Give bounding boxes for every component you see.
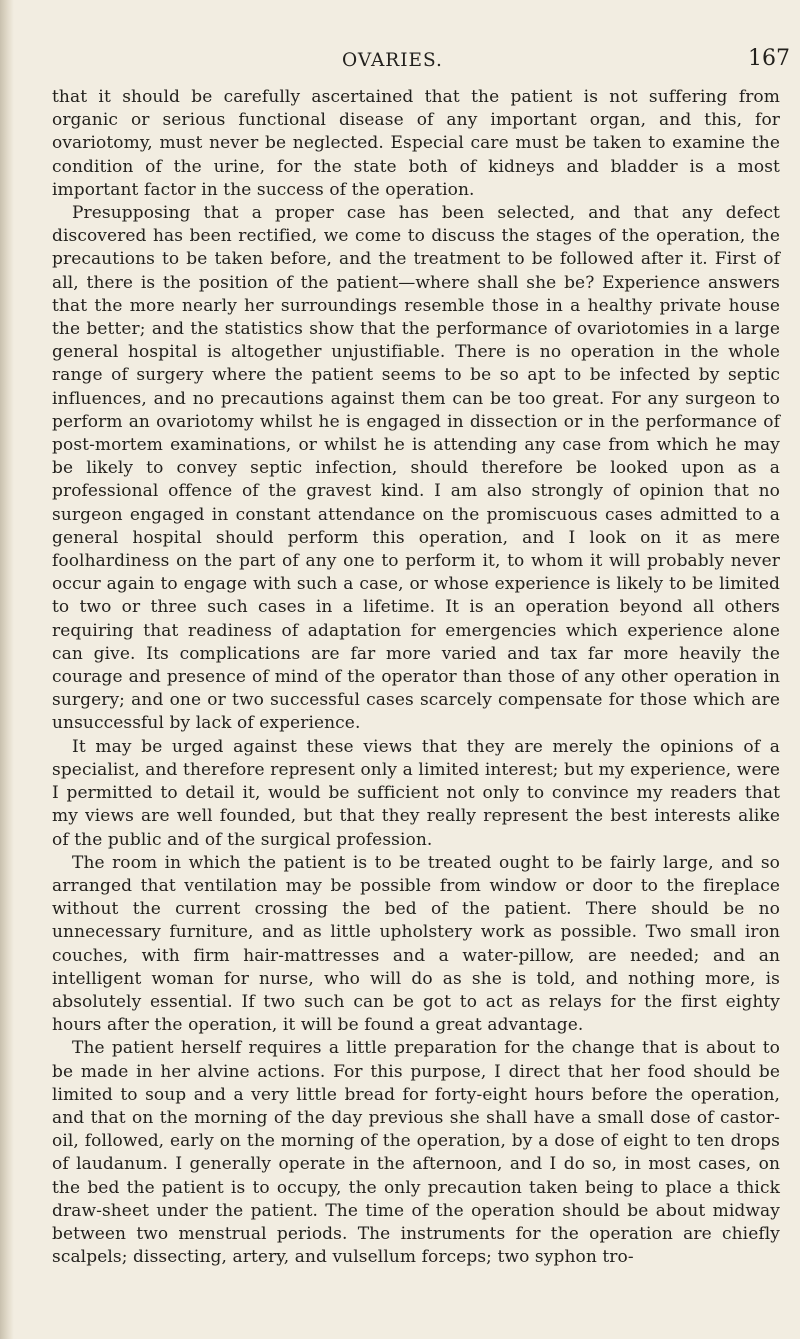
page-number: 167	[748, 46, 790, 71]
body-text	[52, 86, 780, 1269]
paragraph-2: Presupposing that a proper case has been selected, and that any defect discovered has been rectified, we come to discuss the stages of the operation, the precautions to be taken before, and the treatment to be followed after it. First of all, there is the position of the patient—where shall she be? Experience answers that the more nearly her surroundings resemble those in a healthy private house the better; and the statistics show that the performance of ovariotomies in a large general hospital is altogether unjustifiable. There is no operation in the whole range of surgery where the patient seems to be so apt to be infected by septic influences, and no precautions against them can be too great. For any surgeon to perform an ovariotomy whilst he is engaged in dissection or in the performance of post-mortem examinations, or whilst he is attending any case from which he may be likely to convey septic infection, should therefore be looked upon as a professional offence of the gravest kind. I am also strongly of opinion that no surgeon engaged in constant attendance on the promiscuous cases admitted to a general hospital should perform this operation, and I look on it as mere foolhardiness on the part of any one to perform it, to whom it will probably never occur again to engage with such a case, or whose experience is likely to be limited to two or three such cases in a lifetime. It is an operation beyond all others requiring that readiness of adaptation for emergencies which experience alone can give. Its complications are far more varied and tax far more heavily the courage and presence of mind of the operator than those of any other operation in surgery; and one or two successful cases scarcely compensate for those which are unsuccessful by lack of experience.	[52, 203, 780, 734]
book-page	[52, 0, 790, 1339]
paragraph-4: The room in which the patient is to be treated ought to be fairly large, and so arranged that ventilation may be possible from window or door to the fireplace without the current crossing the bed of the patient. There should be no unnecessary furniture, and as little upholstery work as possible. Two small iron couches, with firm hair-mattresses and a water-pillow, are needed; and an intelligent woman for nurse, who will do as she is told, and nothing more, is absolutely essential. If two such can be got to act as relays for the first eighty hours after the operation, it will be found a great advantage.	[52, 852, 780, 1036]
paragraph-5: The patient herself requires a little preparation for the change that is about to be made in her alvine actions. For this purpose, I direct that her food should be limited to soup and a very little bread for forty-eight hours before the operation, and that on the morning of the day previous she shall have a small dose of castor-oil, followed, early on the morning of the operation, by a dose of eight to ten drops of laudanum. I generally operate in the afternoon, and I do so, in most cases, on the bed the patient is to occupy, the only precaution taken being to place a thick draw-sheet under the patient. The time of the operation should be about midway between two menstrual periods. The instruments for the operation are chiefly scalpels; dissecting, artery, and vulsellum forceps; two syphon tro-	[52, 1038, 780, 1268]
running-title: OVARIES.	[342, 50, 443, 71]
paragraph-1: that it should be carefully ascertained that the patient is not suffering from organic or serious functional disease of any important organ, and this, for ovariotomy, must never be neglected. Especial care must be taken to examine the condition of the urine, for the state both of kidneys and bladder is a most important factor in the success of the operation.	[52, 87, 780, 200]
page-gutter-shadow	[0, 0, 14, 1339]
running-head	[52, 0, 790, 78]
paragraph-3: It may be urged against these views that they are merely the opinions of a specialist, and therefore represent only a limited interest; but my experience, were I permitted to detail it, would be sufficient not only to convince my readers that my views are well founded, but that they really represent the best interests alike of the public and of the surgical profession.	[52, 736, 780, 850]
